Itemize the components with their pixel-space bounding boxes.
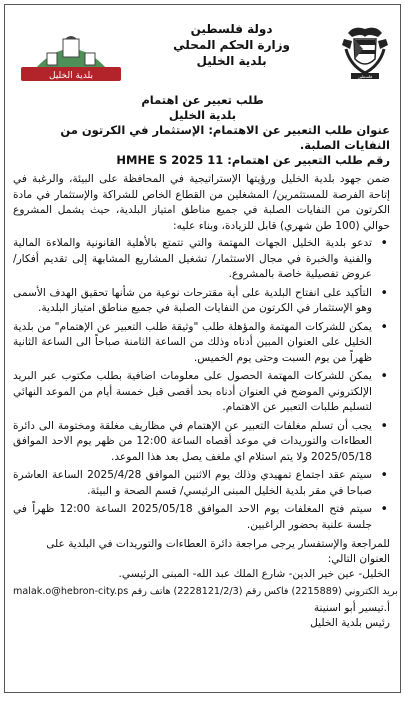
list-item: • سيتم عقد اجتماع تمهيدي وذلك يوم الاثنين الموافق 2025/4/28 الساعة العاشرة صباحا في مقر بلدية الخليل المبنى الرئيسي/ قسم الصحة و البيئة. xyxy=(13,468,390,499)
intro-paragraph: ضمن جهود بلدية الخليل ورؤيتها الإستراتيجية في المحافظة على البيئة، والرغبة في إتاحة الفرصة للمستثمرين/ المشغلين من القطاع الخاص للشراكة والإستثمار في مادة الكرتون من النفايات الصلبة في جميع مناطق امتياز البلدية، حيث يشمل المشروع حوالي (100 طن شهري) قابل للزيادة، وبناء عليه: xyxy=(13,173,390,232)
list-item: • يمكن للشركات المهتمة والمؤهلة طلب "وثيقة طلب التعبير عن الإهتمام" من بلدية الخليل على العنوان المبين أدناه وذلك من الساعة الثامنة صباحاً الى الساعة الثانية ظهراً من يوم السبت وحتى يوم الخميس. xyxy=(13,320,390,367)
logo-text: بلدية الخليل xyxy=(49,71,93,81)
government-header xyxy=(173,21,290,69)
address-text: الخليل- عين خير الدين- شارع الملك عبد الله- المبنى الرئيسي. xyxy=(118,568,390,580)
list-item: • تدعو بلدية الخليل الجهات المهتمة والتي تتمتع بالأهلية القانونية والملاءة المالية والفنية والخبرة في مجال الاستثمار/ تشغيل المشاريع المشابهة إلى تقديم أفكار/عروض تفصيلية خاصة بالمشروع. xyxy=(13,236,390,283)
document-titles xyxy=(5,93,400,123)
signatory-title: رئيس بلدية الخليل xyxy=(310,617,390,629)
letterhead xyxy=(5,5,400,87)
signatory-name: أ.تيسير أبو اسنينة xyxy=(313,602,390,614)
issuer-title: بلدية الخليل xyxy=(168,108,237,122)
subject-title: عنوان طلب التعبير عن الاهتمام: الإستثمار في الكرتون من النفايات الصلبة. xyxy=(60,123,390,152)
list-item: • سيتم فتح المغلفات يوم الاحد الموافق 2025/05/18 الساعة 12:00 ظهراً في جلسة علنية بحضور الراغبين. xyxy=(13,502,390,533)
signature-block xyxy=(5,599,400,631)
list-item: • يمكن للشركات المهتمة الحصول على معلومات اضافية بطلب مكتوب عبر البريد الإلكتروني الموضح في العنوان أدناه بحد أقصى قبل خمسة أيام من الموعد النهائي لتسليم طلبات التعبير عن الاهتمام. xyxy=(13,369,390,416)
announcement-page xyxy=(4,4,401,693)
contact-line: malak.o@hebron-city.ps بريد الكتروني (2215889) فاكس رقم (2228121/2/3) هاتف رقم xyxy=(13,586,398,597)
terms-list xyxy=(5,236,400,533)
emblem-text: فلسطين xyxy=(357,74,373,79)
subject-block xyxy=(5,123,400,168)
reference-number: رقم طلب التعبير عن اهتمام: HMHE S 2025 11 xyxy=(116,153,390,167)
ministry-name: وزارة الحكم المحلي xyxy=(173,38,290,52)
inquiry-text: للمراجعة والإستفسار يرجى مراجعة دائرة العطاءات والتوريدات في البلدية على العنوان التالي: xyxy=(46,538,390,565)
hebron-municipality-logo xyxy=(15,33,127,85)
list-item: • التأكيد على انفتاح البلدية على أية مقترحات نوعية من شأنها تحقيق الهدف الأسمى وهو الإستثمار في الكرتون من النفايات الصلبة في جميع مناطق امتياز البلدية. xyxy=(13,286,390,317)
list-item: • يجب أن تسلم مغلفات التعبير عن الإهتمام في مظاريف مغلقة ومختومة الى دائرة العطاءات والتوريدات في موعد أقصاه الساعة 12:00 من ظهر يوم الاحد الموافق 2025/05/18 ولا يتم استلام اي ملغف يصل بعد هذا الموعد. xyxy=(13,419,390,466)
palestine-emblem-icon xyxy=(338,15,392,81)
state-name: دولة فلسطين xyxy=(190,22,273,36)
municipality-name: بلدية الخليل xyxy=(196,54,267,68)
notice-title: طلب تعبير عن اهتمام xyxy=(141,93,264,107)
inquiry-section xyxy=(5,536,400,599)
